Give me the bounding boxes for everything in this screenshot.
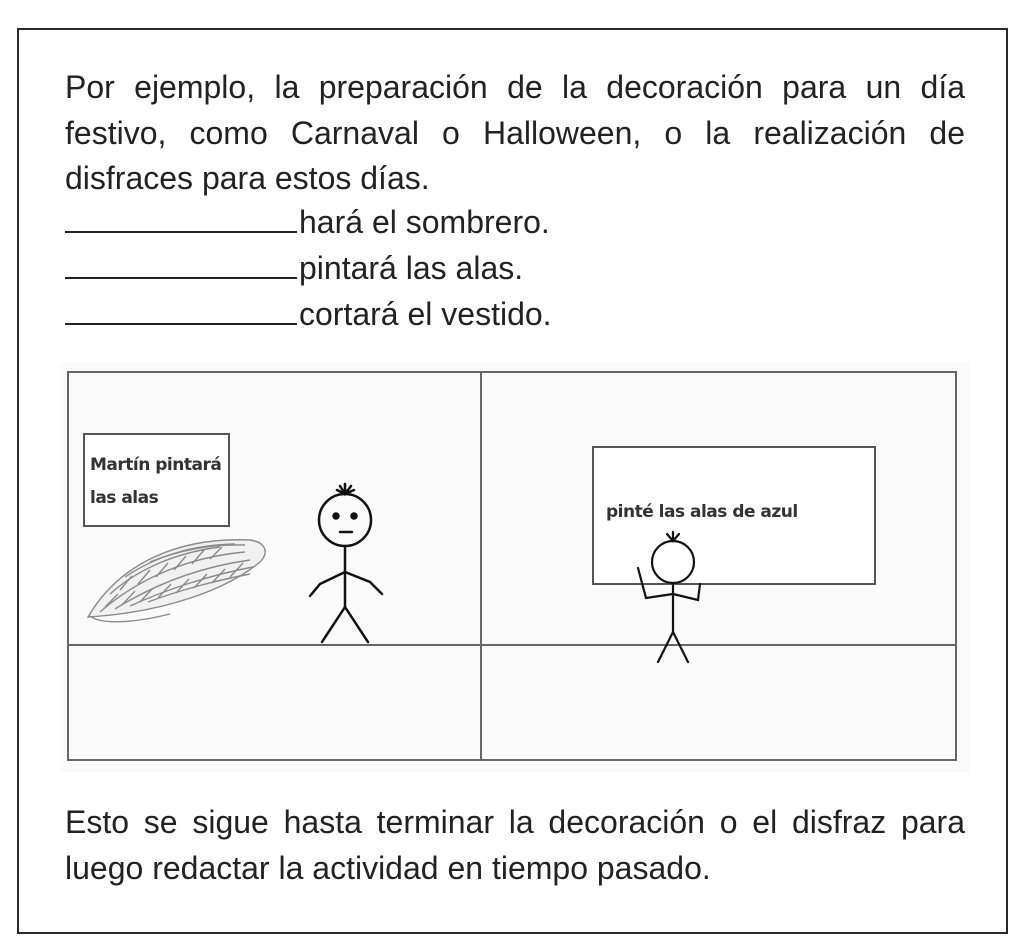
fill-line-2 <box>65 246 523 292</box>
blank-2 <box>65 247 297 279</box>
panel2-bubble-text: pinté las alas de azul <box>606 502 798 522</box>
fill-line-2-text: pintará las alas. <box>299 250 524 286</box>
comic-strip <box>60 362 970 772</box>
fill-line-3 <box>65 292 552 338</box>
blank-1 <box>65 201 297 233</box>
fill-line-3-text: cortará el vestido. <box>299 296 552 332</box>
panel1-speech-box <box>84 434 229 526</box>
closing-paragraph: Esto se sigue hasta terminar la decoración o el disfraz para luego redactar la actividad en tiempo pasado. <box>65 804 965 886</box>
panel1-bubble-line1: Martín pintará <box>90 455 222 475</box>
intro-paragraph: Por ejemplo, la preparación de la decoración para un día festivo, como Carnaval o Halloween, o la realización de disfraces para estos días. <box>65 69 965 196</box>
panel2-speech-box <box>593 447 875 584</box>
fill-line-1-text: hará el sombrero. <box>299 204 550 240</box>
blank-3 <box>65 293 297 325</box>
panel1-bubble-line2: las alas <box>90 488 159 508</box>
fill-line-1 <box>65 200 550 246</box>
